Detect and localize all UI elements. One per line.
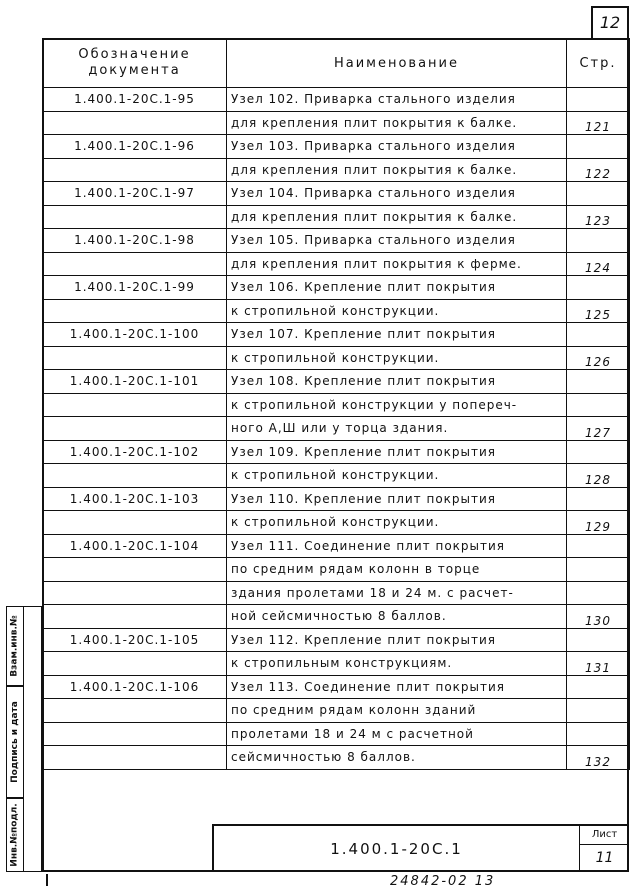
- title-block: [212, 824, 629, 872]
- table-row: [43, 722, 630, 746]
- table-body: [43, 88, 630, 770]
- row-code: 1.400.1-20С.1-104: [43, 534, 227, 558]
- row-code: [43, 699, 227, 723]
- row-page: [567, 440, 630, 464]
- approval-sidebar: [6, 606, 42, 872]
- row-code: 1.400.1-20С.1-99: [43, 276, 227, 300]
- table-row: [43, 746, 630, 770]
- table-row: [43, 276, 630, 300]
- inv-original-cell: [6, 798, 24, 872]
- row-name-line: Узел 113. Соединение плит покрытия: [227, 675, 567, 699]
- row-name-line: к стропильным конструкциям.: [227, 652, 567, 676]
- table-row: [43, 299, 630, 323]
- row-code: 1.400.1-20С.1-95: [43, 88, 227, 112]
- row-code: [43, 581, 227, 605]
- header-page: Стр.: [567, 39, 630, 88]
- row-name-line: ной сейсмичностью 8 баллов.: [227, 605, 567, 629]
- sheet-box: [579, 826, 629, 872]
- contents-table: [42, 38, 630, 770]
- header-name: Наименование: [227, 39, 567, 88]
- row-page: [567, 393, 630, 417]
- row-name-line: для крепления плит покрытия к балке.: [227, 111, 567, 135]
- row-page: [567, 370, 630, 394]
- sheet-number: 11: [595, 850, 614, 866]
- row-name-line: Узел 104. Приварка стального изделия: [227, 182, 567, 206]
- row-code: 1.400.1-20С.1-98: [43, 229, 227, 253]
- row-page: [567, 534, 630, 558]
- table-row: [43, 581, 630, 605]
- row-name-line: Узел 112. Крепление плит покрытия: [227, 628, 567, 652]
- table-row: [43, 111, 630, 135]
- title-block-code: 1.400.1-20С.1: [330, 840, 463, 858]
- row-name-line: по средним рядам колонн зданий: [227, 699, 567, 723]
- row-code: [43, 205, 227, 229]
- footer-stamp: 24842-02 13: [390, 874, 496, 889]
- table-row: [43, 135, 630, 159]
- row-code: 1.400.1-20С.1-96: [43, 135, 227, 159]
- table-row: [43, 558, 630, 582]
- row-name-line: ного А,Ш или у торца здания.: [227, 417, 567, 441]
- row-name-line: сейсмичностью 8 баллов.: [227, 746, 567, 770]
- row-name-line: Узел 109. Крепление плит покрытия: [227, 440, 567, 464]
- row-page: [567, 699, 630, 723]
- row-code: 1.400.1-20С.1-97: [43, 182, 227, 206]
- row-page: [567, 135, 630, 159]
- row-code: [43, 746, 227, 770]
- row-code: [43, 346, 227, 370]
- row-name-line: к стропильной конструкции.: [227, 464, 567, 488]
- sidebar-blank-column: [24, 606, 42, 872]
- row-name-line: к стропильной конструкции.: [227, 299, 567, 323]
- row-page: [567, 675, 630, 699]
- row-name-line: Узел 107. Крепление плит покрытия: [227, 323, 567, 347]
- table-row: [43, 393, 630, 417]
- row-page: [567, 229, 630, 253]
- table-row: [43, 628, 630, 652]
- row-page: 127: [567, 417, 630, 441]
- table-row: [43, 699, 630, 723]
- signature-date-label: Подпись и дата: [10, 701, 20, 783]
- inv-replace-label: Взам.инв.№: [10, 615, 20, 677]
- row-name-line: по средним рядам колонн в торце: [227, 558, 567, 582]
- row-code: 1.400.1-20С.1-102: [43, 440, 227, 464]
- row-page: 122: [567, 158, 630, 182]
- row-page: [567, 628, 630, 652]
- page-number: 12: [591, 6, 629, 38]
- row-page: [567, 182, 630, 206]
- row-page: 124: [567, 252, 630, 276]
- row-name-line: Узел 102. Приварка стального изделия: [227, 88, 567, 112]
- row-code: [43, 299, 227, 323]
- row-name-line: для крепления плит покрытия к ферме.: [227, 252, 567, 276]
- row-page: [567, 722, 630, 746]
- table-row: [43, 205, 630, 229]
- row-name-line: для крепления плит покрытия к балке.: [227, 205, 567, 229]
- table-row: [43, 323, 630, 347]
- row-code: [43, 605, 227, 629]
- table-row: [43, 487, 630, 511]
- row-page: [567, 487, 630, 511]
- row-name-line: Узел 111. Соединение плит покрытия: [227, 534, 567, 558]
- table-row: [43, 534, 630, 558]
- row-code: [43, 511, 227, 535]
- table-header-row: [43, 39, 630, 88]
- row-page: 121: [567, 111, 630, 135]
- table-row: [43, 158, 630, 182]
- row-page: 126: [567, 346, 630, 370]
- table-row: [43, 417, 630, 441]
- row-page: [567, 88, 630, 112]
- row-code: 1.400.1-20С.1-100: [43, 323, 227, 347]
- row-code: [43, 722, 227, 746]
- row-name-line: к стропильной конструкции.: [227, 346, 567, 370]
- header-designation: Обозначение документа: [43, 39, 227, 88]
- row-name-line: Узел 106. Крепление плит покрытия: [227, 276, 567, 300]
- row-code: [43, 393, 227, 417]
- row-code: 1.400.1-20С.1-101: [43, 370, 227, 394]
- row-code: [43, 158, 227, 182]
- row-code: 1.400.1-20С.1-105: [43, 628, 227, 652]
- row-name-line: здания пролетами 18 и 24 м. с расчет-: [227, 581, 567, 605]
- margin-tick: [46, 874, 48, 886]
- table-row: [43, 229, 630, 253]
- table-row: [43, 182, 630, 206]
- row-name-line: к стропильной конструкции у попереч-: [227, 393, 567, 417]
- row-code: [43, 252, 227, 276]
- row-page: 132: [567, 746, 630, 770]
- table-row: [43, 88, 630, 112]
- inv-original-label: Инв.№подл.: [10, 803, 20, 867]
- row-code: [43, 558, 227, 582]
- row-name-line: для крепления плит покрытия к балке.: [227, 158, 567, 182]
- table-row: [43, 370, 630, 394]
- row-page: [567, 276, 630, 300]
- row-name-line: Узел 103. Приварка стального изделия: [227, 135, 567, 159]
- row-name-line: Узел 108. Крепление плит покрытия: [227, 370, 567, 394]
- row-page: 123: [567, 205, 630, 229]
- row-code: 1.400.1-20С.1-106: [43, 675, 227, 699]
- table-row: [43, 511, 630, 535]
- row-name-line: к стропильной конструкции.: [227, 511, 567, 535]
- table-row: [43, 464, 630, 488]
- signature-date-cell: [6, 686, 24, 798]
- table-row: [43, 252, 630, 276]
- row-code: [43, 111, 227, 135]
- table-row: [43, 652, 630, 676]
- row-page: 125: [567, 299, 630, 323]
- row-name-line: пролетами 18 и 24 м с расчетной: [227, 722, 567, 746]
- row-code: [43, 652, 227, 676]
- row-page: [567, 323, 630, 347]
- table-row: [43, 346, 630, 370]
- row-name-line: Узел 110. Крепление плит покрытия: [227, 487, 567, 511]
- row-page: 131: [567, 652, 630, 676]
- row-page: [567, 581, 630, 605]
- row-code: 1.400.1-20С.1-103: [43, 487, 227, 511]
- table-row: [43, 605, 630, 629]
- row-code: [43, 417, 227, 441]
- row-code: [43, 464, 227, 488]
- sheet-label: Лист: [580, 826, 629, 845]
- row-page: 128: [567, 464, 630, 488]
- table-row: [43, 440, 630, 464]
- row-page: 129: [567, 511, 630, 535]
- row-name-line: Узел 105. Приварка стального изделия: [227, 229, 567, 253]
- row-page: 130: [567, 605, 630, 629]
- table-row: [43, 675, 630, 699]
- inv-replace-cell: [6, 606, 24, 686]
- row-page: [567, 558, 630, 582]
